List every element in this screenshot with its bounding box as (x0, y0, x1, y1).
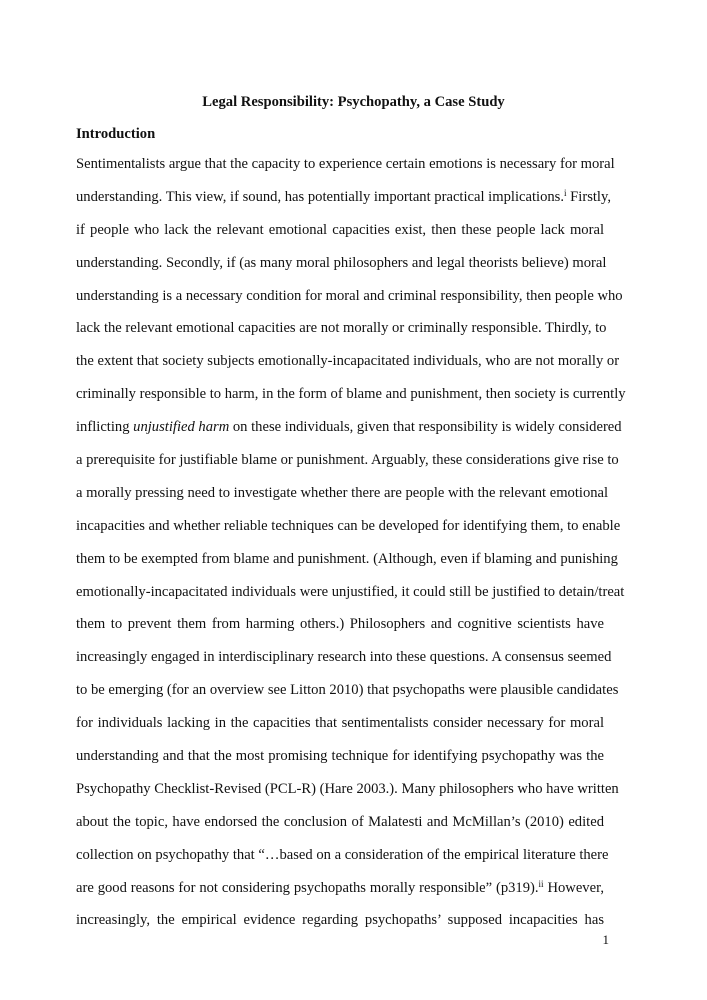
line-text: the extent that society subjects emotionally-incapacitated individuals, who are not morally or (76, 353, 620, 370)
paragraph-line (76, 253, 607, 286)
paragraph-line (76, 417, 622, 450)
page-number: 1 (602, 932, 609, 947)
line-text: on these individuals, given that responsibility is widely considered (229, 419, 622, 436)
line-text: understanding is a necessary condition for moral and criminal responsibility, then people who (76, 287, 623, 304)
paragraph-line (76, 910, 604, 943)
line-text: understanding. Secondly, if (as many moral philosophers and legal theorists believe) moral (76, 254, 607, 271)
line-text: collection on psychopathy that “…based on a consideration of the empirical literature there (76, 846, 609, 863)
paragraph-line (76, 746, 604, 779)
line-text: if people who lack the relevant emotional capacities exist, then these people lack moral (76, 221, 604, 238)
line-text: a prerequisite for justifiable blame or punishment. Arguably, these considerations give rise to (76, 452, 619, 469)
paragraph-line (76, 779, 619, 812)
line-text: them to prevent them from harming others.) Philosophers and cognitive scientists have (76, 616, 604, 633)
body-text (76, 154, 626, 943)
paragraph-line (76, 680, 619, 713)
paragraph-line (76, 516, 621, 549)
paragraph-line (76, 812, 604, 845)
paragraph-line (76, 614, 604, 647)
paragraph-line (76, 713, 604, 746)
line-text: criminally responsible to harm, in the form of blame and punishment, then society is currently (76, 386, 626, 403)
paragraph-line (76, 351, 620, 384)
line-text: are good reasons for not considering psychopaths morally responsible” (p319). (76, 879, 539, 896)
line-text: Sentimentalists argue that the capacity to experience certain emotions is necessary for moral (76, 156, 615, 172)
line-text: to be emerging (for an overview see Litton 2010) that psychopaths were plausible candidates (76, 682, 619, 699)
paragraph-line (76, 154, 615, 187)
section-heading: Introduction (76, 126, 156, 142)
paragraph-line (76, 384, 626, 417)
line-text: a morally pressing need to investigate whether there are people with the relevant emotional (76, 484, 609, 501)
paragraph-line (76, 845, 609, 878)
line-text: understanding and that the most promising technique for identifying psychopathy was the (76, 748, 604, 765)
line-text: Psychopathy Checklist-Revised (PCL-R) (Hare 2003.). Many philosophers who have written (76, 780, 619, 797)
line-text: increasingly engaged in interdisciplinary research into these questions. A consensus seemed (76, 649, 612, 666)
line-text: about the topic, have endorsed the conclusion of Malatesti and McMillan’s (2010) edited (76, 813, 604, 830)
paragraph-line (76, 878, 604, 911)
paragraph-line (76, 286, 623, 319)
line-text: understanding. This view, if sound, has potentially important practical implications. (76, 188, 564, 205)
emphasized-text: unjustified harm (133, 419, 230, 436)
paragraph-line (76, 483, 609, 516)
line-text: emotionally-incapacitated individuals were unjustified, it could still be justified to detain/treat (76, 583, 625, 600)
paragraph-line (76, 318, 607, 351)
paragraph-line (76, 582, 625, 615)
paragraph-line (76, 549, 618, 582)
line-text: lack the relevant emotional capacities are not morally or criminally responsible. Thirdly, to (76, 320, 607, 337)
footnote-marker: ii (538, 878, 544, 889)
paragraph-line (76, 450, 619, 483)
paragraph-line (76, 220, 604, 253)
line-text: incapacities and whether reliable techniques can be developed for identifying them, to enable (76, 517, 621, 534)
paragraph-line (76, 647, 612, 680)
line-text: increasingly, the empirical evidence regarding psychopaths’ supposed incapacities has (76, 912, 604, 929)
line-text: them to be exempted from blame and punishment. (Although, even if blaming and punishing (76, 550, 618, 567)
line-text: inflicting (76, 419, 134, 436)
document-title: Legal Responsibility: Psychopathy, a Case Study (202, 94, 505, 110)
line-text: However, (543, 879, 604, 896)
line-text: for individuals lacking in the capacities that sentimentalists consider necessary for moral (76, 715, 604, 732)
line-text: Firstly, (566, 188, 611, 205)
footnote-marker: i (564, 187, 567, 198)
paragraph-line (76, 187, 611, 220)
